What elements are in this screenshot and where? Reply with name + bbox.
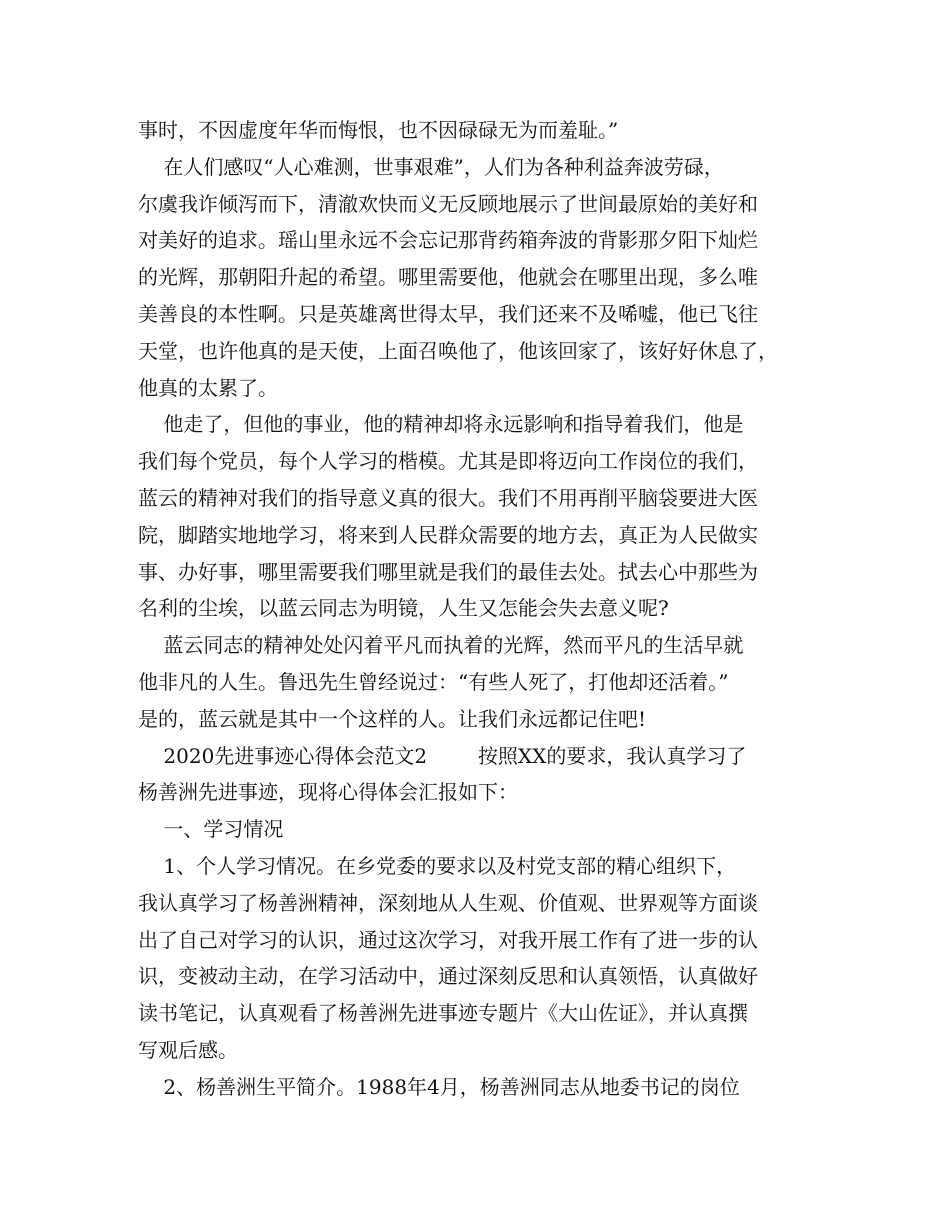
text-line: 天堂，也许他真的是天使，上面召唤他了，他该回家了，该好好休息了， (138, 338, 778, 363)
section-heading: 一、学习情况 (138, 817, 284, 842)
text-line: 蓝云同志的精神处处闪着平凡而执着的光辉，然而平凡的生活早就 (138, 633, 744, 658)
text-line: 事、办好事，哪里需要我们哪里就是我们的最佳去处。拭去心中那些为 (138, 559, 758, 584)
text-line: 读书笔记，认真观看了杨善洲先进事迹专题片《大山佐证》，并认真撰 (138, 1001, 748, 1026)
text-line: 名利的尘埃，以蓝云同志为明镜，人生又怎能会失去意义呢? (138, 596, 669, 621)
text-line: 尔虞我诈倾泻而下，清澈欢快而义无反顾地展示了世间最原始的美好和 (138, 191, 758, 216)
text-line: 我们每个党员，每个人学习的楷模。尤其是即将迈向工作岗位的我们， (138, 449, 758, 474)
text-line: 2020先进事迹心得体会范文2 按照XX的要求，我认真学习了 (138, 743, 747, 768)
text-line: 1、个人学习情况。在乡党委的要求以及村党支部的精心组织下， (138, 853, 737, 878)
text-line: 对美好的追求。瑶山里永远不会忘记那背药箱奔波的背影那夕阳下灿烂 (138, 228, 758, 253)
text-line: 杨善洲先进事迹，现将心得体会汇报如下： (138, 780, 518, 805)
text-line: 我认真学习了杨善洲精神，深刻地从人生观、价值观、世界观等方面谈 (138, 890, 758, 915)
text-line: 出了自己对学习的认识，通过这次学习，对我开展工作有了进一步的认 (138, 927, 758, 952)
text-line: 识，变被动主动，在学习活动中，通过深刻反思和认真领悟，认真做好 (138, 964, 758, 989)
text-line: 写观后感。 (138, 1037, 238, 1062)
text-line: 在人们感叹“人心难测，世事艰难”，人们为各种利益奔波劳碌， (138, 154, 724, 179)
text-line: 蓝云的精神对我们的指导意义真的很大。我们不用再削平脑袋要进大医 (138, 485, 758, 510)
body-text (138, 112, 828, 1106)
text-line: 的光辉，那朝阳升起的希望。哪里需要他，他就会在哪里出现，多么唯 (138, 265, 758, 290)
text-line: 他非凡的人生。鲁迅先生曾经说过：“有些人死了，打他却还活着。” (138, 669, 729, 694)
text-line: 院，脚踏实地地学习，将来到人民群众需要的地方去，真正为人民做实 (138, 522, 758, 547)
text-line: 美善良的本性啊。只是英雄离世得太早，我们还来不及唏嘘，他已飞往 (138, 301, 758, 326)
text-line: 事时，不因虚度年华而悔恨，也不因碌碌无为而羞耻。” (138, 118, 619, 142)
text-line: 2、杨善洲生平简介。1988年4月，杨善洲同志从地委书记的岗位 (138, 1074, 740, 1099)
text-line: 他走了，但他的事业，他的精神却将永远影响和指导着我们，他是 (138, 412, 744, 437)
text-line: 他真的太累了。 (138, 375, 278, 400)
text-line: 是的，蓝云就是其中一个这样的人。让我们永远都记住吧! (138, 706, 647, 731)
